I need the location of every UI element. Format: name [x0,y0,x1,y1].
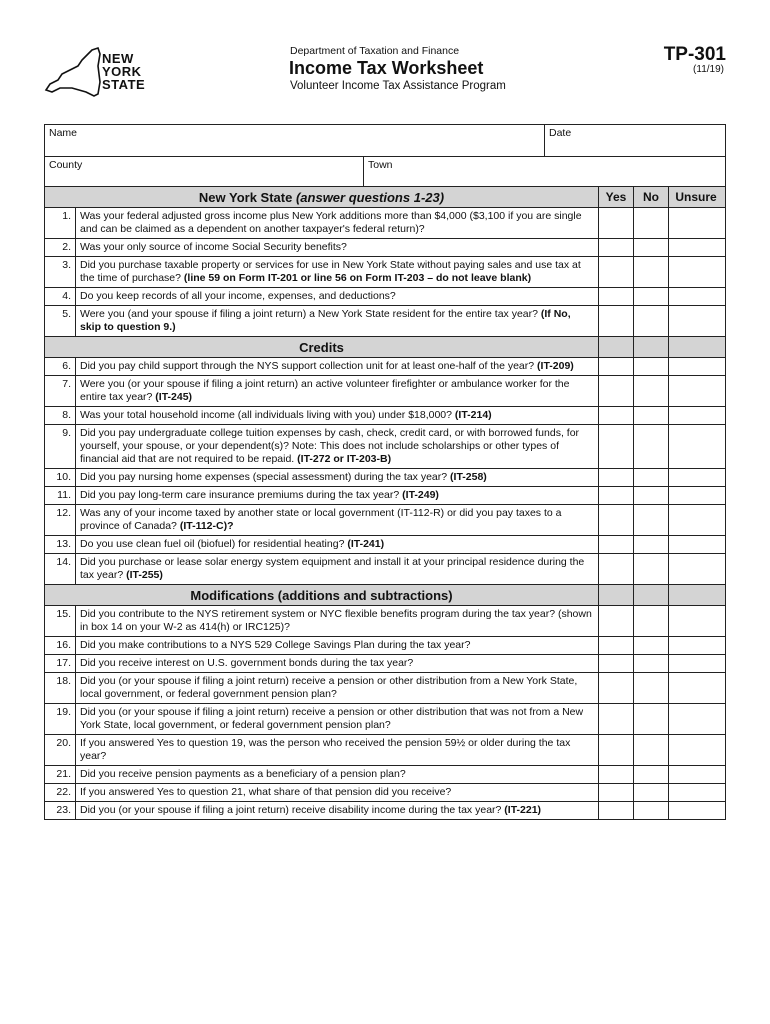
question-number: 15. [56,608,71,620]
question-body: Did you (or your spouse if filing a joint return) receive a pension or other distribution that was not from a New York State, local government, or federal government pension plan? [80,706,584,731]
question-form-reference: (IT-272 or IT-203-B) [297,453,392,465]
answer-no-box[interactable] [633,637,668,654]
question-body: Were you (or your spouse if filing a joint return) an active volunteer firefighter or ambulance worker for the entire tax year? [80,378,570,403]
date-field[interactable] [544,125,725,156]
logo-line-york: YORK [102,64,142,79]
question-row [45,734,725,765]
answer-yes-box[interactable] [598,784,633,801]
question-text [75,784,598,801]
section-title-text: Credits [299,340,344,355]
answer-yes-box[interactable] [598,655,633,672]
question-row [45,654,725,672]
form-title: Income Tax Worksheet [289,58,484,78]
question-number: 23. [56,804,71,816]
answer-unsure-box[interactable] [668,469,723,486]
nys-logo [42,46,152,104]
answer-no-box[interactable] [633,288,668,305]
question-text [75,536,598,553]
question-row [45,672,725,703]
answer-no-box[interactable] [633,735,668,765]
county-field[interactable] [45,157,363,188]
section-title [45,585,598,605]
question-number: 6. [62,360,71,372]
question-body: Was your only source of income Social Security benefits? [80,241,347,253]
question-body: Did you receive pension payments as a beneficiary of a pension plan? [80,768,406,780]
answer-unsure-box[interactable] [668,288,723,305]
question-row [45,605,725,636]
answer-no-box[interactable] [633,257,668,287]
column-header-no: No [633,187,668,207]
question-form-reference: (If No, skip to question 9.) [80,308,571,333]
question-body: Do you use clean fuel oil (biofuel) for residential heating? [80,538,345,550]
question-text [75,288,598,305]
county-label: County [49,159,83,171]
section-header-row [45,336,725,357]
answer-unsure-box[interactable] [668,536,723,553]
answer-yes-box[interactable] [598,673,633,703]
department-name: Department of Taxation and Finance [290,45,460,57]
question-number: 13. [56,538,71,550]
answer-unsure-box[interactable] [668,606,723,636]
question-text [75,802,598,819]
question-text [75,704,598,734]
answer-yes-box[interactable] [598,288,633,305]
answer-unsure-box[interactable] [668,784,723,801]
column-header-yes [598,585,633,605]
answer-yes-box[interactable] [598,208,633,238]
answer-yes-box[interactable] [598,407,633,424]
answer-no-box[interactable] [633,655,668,672]
question-text [75,766,598,783]
answer-unsure-box[interactable] [668,505,723,535]
question-row [45,424,725,468]
answer-no-box[interactable] [633,469,668,486]
question-text [75,208,598,238]
question-text [75,735,598,765]
column-header-unsure [668,337,723,357]
form-revision: (11/19) [693,64,724,75]
question-number: 5. [62,308,71,320]
column-header-yes: Yes [598,187,633,207]
answer-no-box[interactable] [633,704,668,734]
answer-unsure-box[interactable] [668,425,723,468]
name-field[interactable] [45,125,544,156]
answer-no-box[interactable] [633,536,668,553]
town-field[interactable] [363,157,725,188]
question-row [45,504,725,535]
answer-no-box[interactable] [633,239,668,256]
question-body: Was any of your income taxed by another state or local government (IT-112-R) or did you pay taxes to a province of Canada? [80,507,562,532]
question-body: Did you pay undergraduate college tuition expenses by cash, check, credit card, or with borrowed funds, for yourself, your spouse, or your dependent(s)? Note: This does not include scholarships or other types of financial aid that are not required to be repaid. [80,427,580,465]
answer-no-box[interactable] [633,802,668,819]
answer-yes-box[interactable] [598,606,633,636]
column-header-unsure: Unsure [668,187,723,207]
question-row [45,256,725,287]
question-number: 4. [62,290,71,302]
question-body: Did you pay nursing home expenses (special assessment) during the tax year? [80,471,448,483]
question-form-reference: (IT-209) [537,360,574,372]
question-number: 12. [56,507,71,519]
question-row [45,207,725,238]
question-form-reference: (IT-214) [454,409,492,421]
answer-yes-box[interactable] [598,637,633,654]
name-label: Name [49,127,78,139]
question-row [45,535,725,553]
question-row [45,238,725,256]
answer-yes-box[interactable] [598,766,633,783]
question-body: Did you contribute to the NYS retirement system or NYC flexible benefits program during the tax year? (shown in box 14 on your W-2 as 414(h) or IRC125)? [80,608,592,633]
question-row [45,765,725,783]
question-form-reference: (line 59 on Form IT-201 or line 56 on Form IT-203 – do not leave blank) [183,272,532,284]
answer-unsure-box[interactable] [668,257,723,287]
question-text [75,606,598,636]
question-body: If you answered Yes to question 19, was the person who received the pension 59½ or older during the tax year? [80,737,571,762]
taxpayer-info-box [44,124,726,189]
answer-no-box[interactable] [633,766,668,783]
answer-unsure-box[interactable] [668,704,723,734]
section-title [45,337,598,357]
questions-table [44,186,726,820]
question-row [45,287,725,305]
question-number: 2. [62,241,71,253]
answer-no-box[interactable] [633,505,668,535]
answer-unsure-box[interactable] [668,554,723,584]
question-form-reference: (IT-245) [155,391,193,403]
question-body: If you answered Yes to question 21, what share of that pension did you receive? [80,786,452,798]
question-body: Do you keep records of all your income, expenses, and deductions? [80,290,396,302]
answer-unsure-box[interactable] [668,766,723,783]
answer-unsure-box[interactable] [668,407,723,424]
answer-yes-box[interactable] [598,735,633,765]
question-text [75,306,598,336]
question-number: 19. [56,706,71,718]
column-header-no [633,585,668,605]
answer-no-box[interactable] [633,208,668,238]
answer-yes-box[interactable] [598,487,633,504]
question-row [45,486,725,504]
question-text [75,487,598,504]
question-form-reference: (IT-255) [126,569,163,581]
question-form-reference: (IT-241) [347,538,385,550]
question-body: Did you pay child support through the NYS support collection unit for at least one-half of the year? [80,360,535,372]
question-text [75,505,598,535]
answer-yes-box[interactable] [598,802,633,819]
answer-unsure-box[interactable] [668,735,723,765]
answer-unsure-box[interactable] [668,376,723,406]
question-row [45,801,725,819]
answer-yes-box[interactable] [598,554,633,584]
section-title-text: New York State [198,190,296,205]
question-row [45,468,725,486]
date-label: Date [549,127,572,139]
logo-text [102,52,145,91]
question-number: 22. [56,786,71,798]
question-number: 3. [62,259,71,271]
answer-yes-box[interactable] [598,425,633,468]
answer-no-box[interactable] [633,784,668,801]
column-header-no [633,337,668,357]
section-title [45,187,598,207]
question-body: Was your federal adjusted gross income plus New York additions more than $4,000 ($3,100 if you are single and can be claimed as a dependent on another taxpayer's federal return)? [80,210,582,235]
question-form-reference: (IT-112-C)? [179,520,234,532]
section-title-text: Modifications (additions and subtractions) [190,588,453,603]
answer-unsure-box[interactable] [668,358,723,375]
question-number: 20. [56,737,71,749]
answer-no-box[interactable] [633,606,668,636]
question-body: Did you pay long-term care insurance premiums during the tax year? [80,489,400,501]
form-header [0,0,770,124]
form-number: TP-301 [663,44,726,65]
section-title-note: (answer questions 1-23) [295,190,445,205]
question-row [45,636,725,654]
answer-no-box[interactable] [633,487,668,504]
question-row [45,357,725,375]
answer-unsure-box[interactable] [668,673,723,703]
answer-unsure-box[interactable] [668,487,723,504]
question-text [75,257,598,287]
town-label: Town [368,159,393,171]
question-form-reference: (IT-221) [504,804,542,816]
answer-yes-box[interactable] [598,257,633,287]
question-text [75,637,598,654]
logo-line-new: NEW [102,51,134,66]
section-header-row [45,584,725,605]
question-number: 11. [57,489,71,501]
column-header-unsure [668,585,723,605]
answer-yes-box[interactable] [598,505,633,535]
question-text [75,655,598,672]
answer-unsure-box[interactable] [668,637,723,654]
answer-no-box[interactable] [633,358,668,375]
question-row [45,783,725,801]
answer-yes-box[interactable] [598,376,633,406]
question-number: 8. [62,409,71,421]
question-body: Did you purchase taxable property or services for use in New York State without paying sales and use tax at the time of purchase? [80,259,581,284]
question-row [45,553,725,584]
answer-unsure-box[interactable] [668,655,723,672]
question-body: Did you purchase or lease solar energy system equipment and install it at your principal residence during the tax year? [80,556,585,581]
answer-no-box[interactable] [633,376,668,406]
answer-yes-box[interactable] [598,469,633,486]
section-header-row [45,186,725,207]
question-body: Did you (or your spouse if filing a joint return) receive disability income during the tax year? [80,804,502,816]
question-number: 14. [56,556,71,568]
answer-yes-box[interactable] [598,704,633,734]
question-number: 9. [62,427,71,439]
question-number: 16. [56,639,71,651]
column-header-yes [598,337,633,357]
answer-unsure-box[interactable] [668,239,723,256]
question-body: Did you (or your spouse if filing a joint return) receive a pension or other distribution from a New York State, local government, or federal government pension plan? [80,675,578,700]
question-text [75,469,598,486]
question-number: 21. [56,768,71,780]
question-body: Did you make contributions to a NYS 529 College Savings Plan during the tax year? [80,639,471,651]
question-text [75,673,598,703]
answer-no-box[interactable] [633,306,668,336]
answer-no-box[interactable] [633,407,668,424]
question-row [45,406,725,424]
question-text [75,376,598,406]
question-text [75,425,598,468]
question-text [75,358,598,375]
question-text [75,407,598,424]
answer-no-box[interactable] [633,673,668,703]
question-body: Did you receive interest on U.S. government bonds during the tax year? [80,657,414,669]
question-row [45,305,725,336]
question-number: 7. [62,378,71,390]
answer-yes-box[interactable] [598,306,633,336]
question-body: Was your total household income (all individuals living with you) under $18,000? [80,409,452,421]
question-row [45,703,725,734]
question-text [75,239,598,256]
answer-yes-box[interactable] [598,536,633,553]
answer-no-box[interactable] [633,425,668,468]
answer-yes-box[interactable] [598,239,633,256]
program-name: Volunteer Income Tax Assistance Program [290,80,506,92]
question-text [75,554,598,584]
question-number: 18. [56,675,71,687]
question-number: 10. [56,471,71,483]
answer-yes-box[interactable] [598,358,633,375]
question-body: Were you (and your spouse if filing a joint return) a New York State resident for the entire tax year? [80,308,538,320]
answer-unsure-box[interactable] [668,208,723,238]
answer-unsure-box[interactable] [668,306,723,336]
answer-no-box[interactable] [633,554,668,584]
logo-line-state: STATE [102,77,146,92]
question-form-reference: (IT-249) [402,489,439,501]
question-number: 1. [62,210,71,222]
question-row [45,375,725,406]
question-form-reference: (IT-258) [450,471,487,483]
answer-unsure-box[interactable] [668,802,723,819]
question-number: 17. [56,657,71,669]
